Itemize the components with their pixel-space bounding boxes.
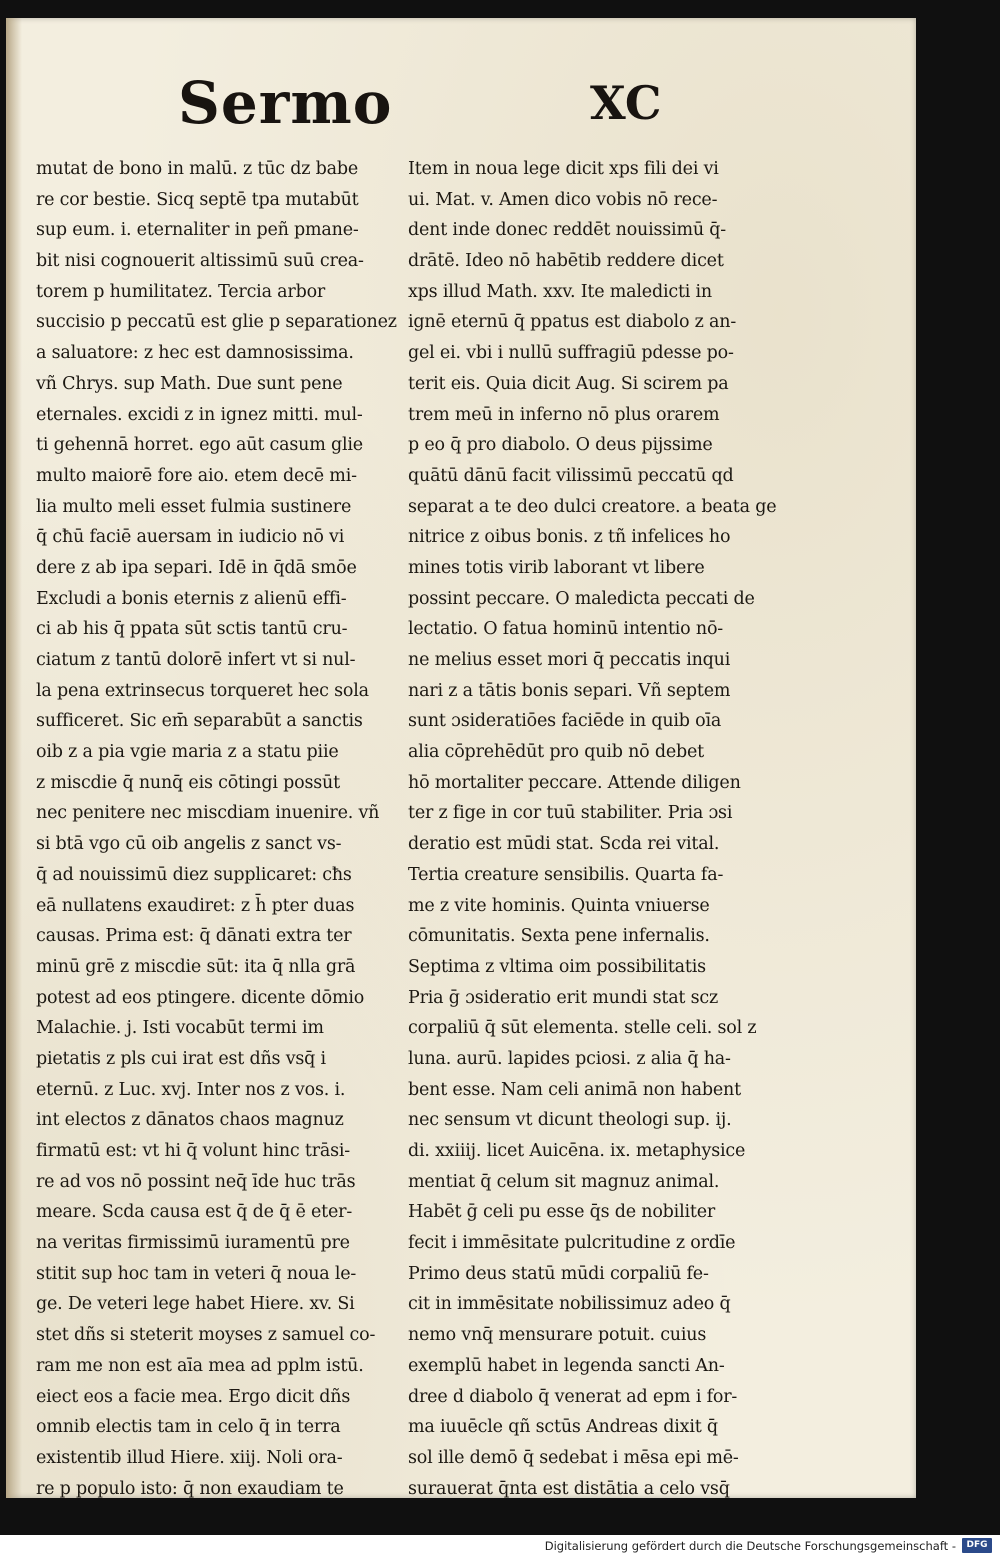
text-line: eiect eos a facie mea. Ergo dicit dñs (36, 1386, 351, 1407)
text-line: bent esse. Nam celi animā non habent (408, 1079, 741, 1100)
text-line: la pena extrinsecus torqueret hec sola (36, 680, 369, 701)
text-line: potest ad eos ptingere. dicente dōmio (36, 987, 365, 1008)
text-line: dree d diabolo q̄ venerat ad epm i for- (408, 1386, 738, 1407)
text-line: mines totis virib laborant vt libere (408, 557, 705, 578)
text-line: Primo deus statū mūdi corpaliū fe- (408, 1263, 709, 1284)
dfg-logo: DFG (962, 1538, 992, 1553)
text-line: mentiat q̄ celum sit magnuz animal. (408, 1171, 720, 1192)
text-line: Excludi a bonis eternis z alienū effi- (36, 588, 347, 609)
text-line: me z vite hominis. Quinta vniuerse (408, 895, 710, 916)
text-line: torem p humilitatez. Tercia arbor (36, 281, 326, 302)
text-line: xps illud Math. xxv. Ite maledicti in (408, 281, 713, 302)
text-line: ignē eternū q̄ ppatus est diabolo z an- (408, 312, 737, 333)
text-line: trem meū in inferno nō plus orarem (408, 404, 720, 425)
text-line: int electos z dānatos chaos magnuz (36, 1110, 344, 1131)
text-line: luna. aurū. lapides pciosi. z alia q̄ ha- (408, 1048, 731, 1069)
running-head-right: XC (590, 76, 662, 130)
text-line: sol ille demō q̄ sedebat i mēsa epi mē- (408, 1447, 739, 1468)
text-line: hō mortaliter peccare. Attende diligen (408, 772, 741, 793)
text-line: dere z ab ipa separi. Idē in q̄dā smōe (36, 557, 357, 578)
text-line: eā nullatens exaudiret: z h̄ pter duas (36, 895, 355, 916)
text-line: quātū dānū facit vilissimū peccatū qd (408, 465, 734, 486)
text-line: ciatum z tantū dolorē infert vt si nul- (36, 650, 356, 670)
running-head-left: Sermo (178, 69, 393, 137)
text-line: exemplū habet in legenda sancti An- (408, 1355, 725, 1376)
text-line: nec penitere nec miscdiam inuenire. vñ (36, 803, 380, 824)
text-line: z miscdie q̄ nunq̄ eis cōtingi possūt (36, 772, 340, 793)
text-line: sunt ɔsideratiōes faciēde in quib oīa (408, 711, 722, 732)
text-column-left (36, 154, 416, 1504)
funding-credit: Digitalisierung gefördert durch die Deutsche Forschungsgemeinschaft - (544, 1539, 956, 1553)
text-line: possint peccare. O maledicta peccati de (408, 588, 755, 609)
text-line: q̄ cħū faciē auersam in iudicio nō vi (36, 527, 345, 548)
text-line: causas. Prima est: q̄ dānati extra ter (36, 926, 352, 947)
text-line: separat a te deo dulci creatore. a beata ge (408, 496, 777, 517)
text-line: Tertia creature sensibilis. Quarta fa- (408, 864, 724, 885)
text-line: ma iuuēcle qñ sctūs Andreas dixit q̄ (408, 1417, 718, 1438)
text-line: mutat de bono in malū. z tūc dz babe (36, 159, 359, 179)
text-line: terit eis. Quia dicit Aug. Si scirem pa (408, 373, 729, 394)
text-line: deratio est mūdi stat. Scda rei vital. (408, 834, 720, 855)
text-line: omnib electis tam in celo q̄ in terra (36, 1417, 341, 1438)
text-line: bit nisi cognouerit altissimū suū crea- (36, 251, 364, 272)
text-column-right (408, 154, 788, 1504)
text-line: surauerat q̄nta est distātia a celo vsq̄ (408, 1478, 730, 1499)
text-line: fecit i immēsitate pulcritudine z ordīe (408, 1233, 736, 1254)
text-line: nari z a tātis bonis separi. Vñ septem (408, 680, 731, 701)
text-line: lia multo meli esset fulmia sustinere (36, 496, 352, 517)
text-line: re cor bestie. Sicq septē tpa mutabūt (36, 189, 359, 210)
text-line: Item in noua lege dicit xps fili dei vi (408, 159, 719, 179)
footer-bar (0, 1535, 1000, 1558)
text-line: minū grē z miscdie sūt: ita q̄ nlla grā (36, 956, 356, 977)
text-line: firmatū est: vt hi q̄ volunt hinc trāsi- (36, 1141, 351, 1161)
text-line: lectatio. O fatua hominū intentio nō- (408, 619, 723, 640)
text-line: di. xxiiij. licet Auicēna. ix. metaphysice (408, 1141, 746, 1161)
text-line: gel ei. vbi i nullū suffragiū pdesse po- (408, 343, 734, 364)
text-line: nitrice z oibus bonis. z tñ infelices ho (408, 527, 731, 548)
text-line: eternales. excidi z in ignez mitti. mul- (36, 404, 363, 425)
text-line: ti gehennā horret. ego aūt casum glie (36, 435, 363, 456)
text-line: Pria ḡ ɔsideratio erit mundi stat scz (408, 987, 719, 1008)
book-page (6, 18, 916, 1498)
text-line: Septima z vltima oim possibilitatis (408, 956, 706, 977)
text-line: nemo vnq̄ mensurare potuit. cuius (408, 1325, 707, 1346)
text-line: succisio p peccatū est glie p separationez (36, 312, 397, 333)
page-gutter-shadow (6, 18, 22, 1498)
text-line: corpaliū q̄ sūt elementa. stelle celi. sol z (408, 1018, 757, 1039)
text-line: Habēt ḡ celi pu esse q̄s de nobiliter (408, 1202, 716, 1223)
text-line: ter z fige in cor tuū stabiliter. Pria ɔsi (408, 803, 733, 824)
text-line: pietatis z pls cui irat est dñs vsq̄ i (36, 1048, 326, 1069)
text-line: p eo q̄ pro diabolo. O deus pijssime (408, 435, 713, 456)
text-line: existentib illud Hiere. xiij. Noli ora- (36, 1447, 343, 1468)
text-line: ci ab his q̄ ppata sūt sctis tantū cru- (36, 619, 348, 640)
text-line: multo maiorē fore aio. etem decē mi- (36, 465, 357, 486)
text-line: si btā vgo cū oib angelis z sanct vs- (36, 834, 342, 855)
text-line: a saluatore: z hec est damnosissima. (36, 343, 354, 364)
text-line: stitit sup hoc tam in veteri q̄ noua le- (36, 1263, 357, 1284)
text-line: ram me non est aīa mea ad pplm istū. (36, 1355, 364, 1376)
text-line: ne melius esset mori q̄ peccatis inqui (408, 650, 731, 670)
text-line: Malachie. j. Isti vocabūt termi im (36, 1018, 324, 1039)
text-line: cit in immēsitate nobilissimuz adeo q̄ (408, 1294, 731, 1315)
text-line: na veritas firmissimū iuramentū pre (36, 1233, 350, 1254)
text-line: vñ Chrys. sup Math. Due sunt pene (36, 373, 343, 394)
text-line: sup eum. i. eternaliter in peñ pmane- (36, 220, 359, 241)
text-line: dent inde donec reddēt nouissimū q̄- (408, 220, 726, 241)
text-line: eternū. z Luc. xvj. Inter nos z vos. i. (36, 1079, 346, 1100)
text-line: stet dñs si steterit moyses z samuel co- (36, 1325, 376, 1346)
text-line: oib z a pia vgie maria z a statu piie (36, 742, 339, 763)
text-line: nec sensum vt dicunt theologi sup. ij. (408, 1110, 732, 1131)
text-line: sufficeret. Sic em̄ separabūt a sanctis (36, 711, 363, 732)
text-line: alia cōprehēdūt pro quib nō debet (408, 742, 705, 763)
text-line: drātē. Ideo nō habētib reddere dicet (408, 251, 724, 272)
text-line: re p populo isto: q̄ non exaudiam te (36, 1478, 344, 1499)
text-line: re ad vos nō possint neq̄ īde huc trās (36, 1171, 356, 1192)
text-line: ui. Mat. v. Amen dico vobis nō rece- (408, 189, 718, 210)
text-line: meare. Scda causa est q̄ de q̄ ē eter- (36, 1202, 353, 1223)
text-line: ge. De veteri lege habet Hiere. xv. Si (36, 1294, 355, 1315)
text-line: q̄ ad nouissimū diez supplicaret: cħs (36, 864, 352, 885)
text-line: cōmunitatis. Sexta pene infernalis. (408, 926, 710, 947)
